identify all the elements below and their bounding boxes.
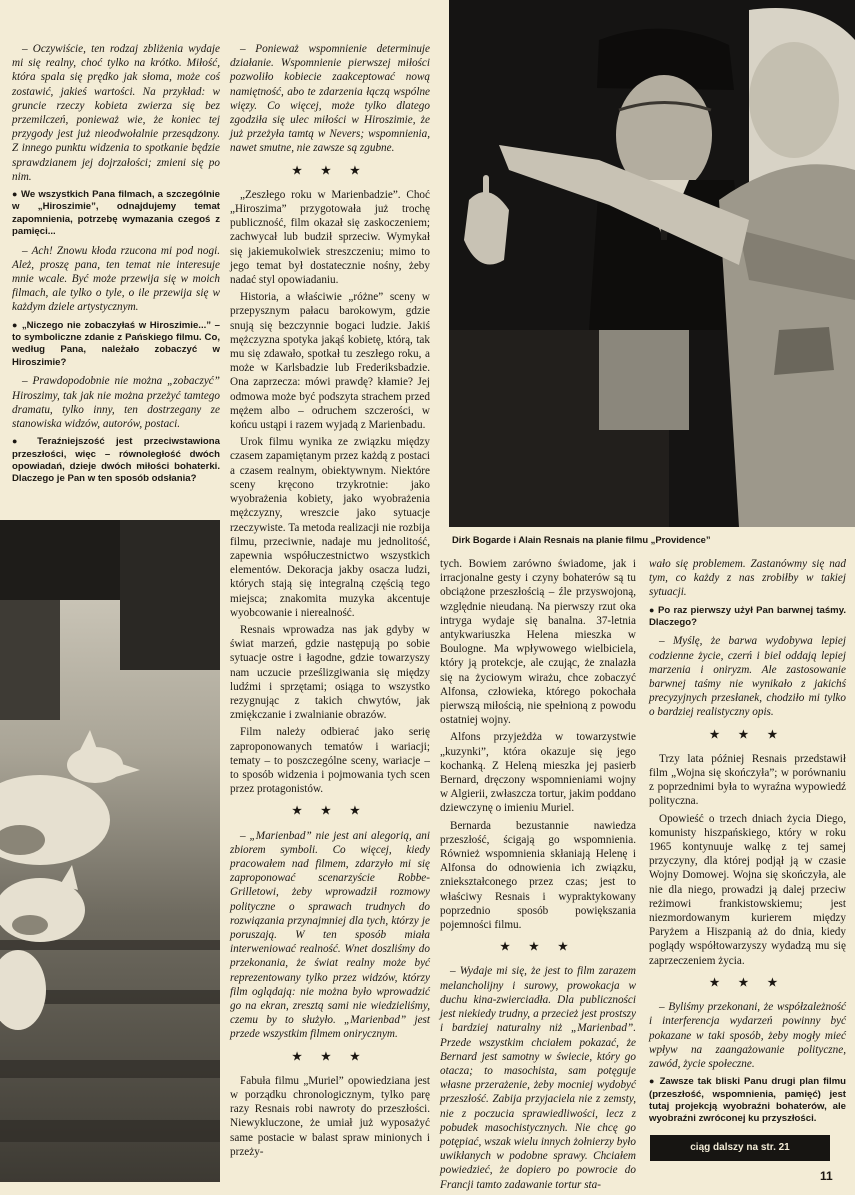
- dogs-photo: [0, 520, 220, 1182]
- body-paragraph: tych. Bowiem zarówno świadome, jak i irracjonalne gesty i czyny bohaterów są tu obciążone przeszłością – źle przyswojoną, względnie nieudaną. Na pierwszy rzut oka intryga wydaje się banalna. 37-letnia antykwariuszka Helena mieszka w Boulogne. Ma wpływowego wielbiciela, który ją protekcje, ale czując, że znalazła się na życiowym wirażu, chce zobaczyć Alfonsa, człowieka, którego pokochała pierwszą miłością, nie spełnioną z powodu ostatniej wojny.: [440, 558, 636, 727]
- column-3: [440, 557, 636, 1195]
- interview-question: ● Zawsze tak bliski Panu drugi plan filmu (przeszłość, wspomnienia, pamięć) jest tutaj projekcją wyobraźni bohaterów, ale wyobraźni zwróconej ku przyszłości.: [649, 1075, 846, 1126]
- body-paragraph: Alfons przyjeżdża w towarzystwie „kuzynki”, która okazuje się jego kochanką. Z Heleną mieszka jej pasierb Bernard, dręczony wspomnieniami wojny w Algierii, zwłaszcza tortur, jakim poddano dziewczynę o imieniu Muriel.: [440, 731, 636, 815]
- body-paragraph: Urok filmu wynika ze związku między czasem zapamiętanym przez każdą z postaci a czasem realnym, obiektywnym. Niektóre sceny kręcono trzykrotnie: jako wyobrażenia kobiety, jako wyobrażenia mężczyzny, wreszcie jako sytuacje rzeczywiste. Ta metoda realizacji nie rozbija filmu, przeciwnie, nadaje mu jednolitość, zapewnia współuczestnictwo wszystkich elementów. Dekoracja jakby osacza ludzi, których stają się integralną częścią tego miejsca; znakomita muzyka akcentuje wyobcowanie i nierealność.: [230, 436, 430, 619]
- film-set-photo: [449, 0, 855, 527]
- continued-banner: ciąg dalszy na str. 21: [650, 1135, 830, 1161]
- dogs-photo-image: [0, 520, 220, 1182]
- answer-paragraph: – Wydaje mi się, że jest to film zarazem melancholijny i surowy, prowokacja w duchu kina-zwierciadła. Dla publiczności jest niekiedy trudny, a przecież jest prostszy i bardziej naturalny niż „Marienbad”. Przede wszystkim chciałem pokazać, że Bernard jest samotny w świecie, który go otacza; to masochista, sam potęguje własne przerażenie, żeby mocniej wydobyć przeszłość. Zabija przyjaciela nie z zemsty, nie z poczucia sprawiedliwości, lecz z pobudek masochistycznych. Nie chcę go potępiać, wszak wielu innych żołnierzy było uwikłanych w podobne sprawy. Chciałem powiedzieć, że dopiero po powrocie do Francji tamto zadawanie tortur sta-: [440, 965, 636, 1191]
- answer-paragraph: – Ach! Znowu kłoda rzucona mi pod nogi. Ależ, proszę pana, ten temat nie interesuje mnie wcale. Być może przewija się w moich filmach, ale tylko o tyle, o ile przewija się w każdym dziele artystycznym.: [12, 244, 220, 314]
- film-set-photo-image: [449, 0, 855, 527]
- answer-paragraph: – Oczywiście, ten rodzaj zbliżenia wydaje mi się realny, choć tylko na krótko. Miłość, która spala się prędko jak słoma, może coś zostawić, jakieś wartości. Na przykład: w gruncie rzeczy kobieta zwierza się bez przemilczeń, ponieważ wie, że koniec tej przygody jest już nieodwołalnie przesądzony. Z innego punktu widzenia to spotkanie będzie sprawdzianem jej dojrzałości; zmieni się po nim.: [12, 43, 220, 183]
- page-number: 11: [820, 1169, 833, 1183]
- answer-paragraph: – Byliśmy przekonani, że współzależność i interferencja wydarzeń powinny być pokazane w taki sposób, żeby mogły mieć wpływ na zaangażowanie polityczne, zawód, życie społeczne.: [649, 1001, 846, 1070]
- answer-paragraph: – Ponieważ wspomnienie determinuje działanie. Wspomnienie pierwszej miłości pozwoliło kobiecie zaakceptować nową namiętność, abo te zdarzenia łączą wspólne więzy. Co więcej, może tylko dlatego zgodziła się ulec miłości w Hiroszimie, że już przeżyła tamtą w Nevers; wspomnienia, nawet smutne, nie zawsze są zgubne.: [230, 43, 430, 155]
- section-divider: ★ ★ ★: [500, 941, 576, 954]
- answer-paragraph: wało się problemem. Zastanówmy się nad tym, co każdy z nas zrobiłby w takiej sytuacji.: [649, 558, 846, 599]
- answer-paragraph: – „Marienbad” nie jest ani alegorią, ani zbiorem symboli. Co więcej, kiedy pracowałem nad filmem, zdarzyło mi się zaproponować scenarzyście Robbe-Grilletowi, żeby wprowadził rozmowy polityczne o sprawach trudnych do rozwiązania przynajmniej dla tych, którzy je poruszają. W ten sposób miała interweniować realność. Wnet doszliśmy do przekonania, że świat realny może być reprezentowany tylko przez widzów, którzy film oglądają: nie można było wprowadzić go na ekran, zresztą sami nie wiedzieliśmy, czemu by to służyło. „Marienbad” jest przede wszystkim filmem onirycznym.: [230, 829, 430, 1041]
- interview-question: ● We wszystkich Pana filmach, a szczególnie w „Hiroszimie”, odnajdujemy temat zapomnienia, potrzebę wymazania czegoś z pamięci...: [12, 188, 220, 239]
- interview-question: ● „Niczego nie zobaczyłaś w Hiroszimie...” – to symboliczne zdanie z Pańskiego filmu. Co, według Pana, należało zobaczyć w Hiroszimie?: [12, 319, 220, 370]
- body-paragraph: Bernarda bezustannie nawiedza przeszłość, ścigają go wspomnienia. Również wspomnienia skłaniają Helenę i Alfonsa do odnowienia ich związku, zniekształconego przez czas; jest to właściwy Resnais i wypraktykowany poprzednio sposób powiększania pojemności filmu.: [440, 819, 636, 932]
- column-4: [649, 557, 846, 1131]
- body-paragraph: „Zeszłego roku w Marienbadzie”. Choć „Hiroszima” przygotowała już trochę publiczność, film okazał się zaskoczeniem; zachwycał lub budził sprzeciw. Wymykał się jakiemukolwiek streszczeniu; mimo to jego temat był dostatecznie nośny, żeby nadać styl opowiadaniu.: [230, 188, 430, 287]
- body-paragraph: Fabuła filmu „Muriel” opowiedziana jest w porządku chronologicznym, tylko parę razy Resnais robi nawroty do przeszłości. Niewykluczone, że umiał już wyposażyć same postacie w balast spraw minionych i przeży-: [230, 1074, 430, 1158]
- body-paragraph: Resnais wprowadza nas jak gdyby w świat marzeń, gdzie następują po sobie sytuacje ostre i łagodne, gdzie towarzyszy nam uczucie prześlizgiwania się między ludźmi i sprzętami; osiąga to wszystko rezygnując z takich chwytów, jak zmiękczanie i zwalnianie obrazów.: [230, 623, 430, 722]
- answer-paragraph: – Myślę, że barwa wydobywa lepiej codzienne życie, czerń i biel oddają lepiej marzenia i oniryzm. Ale zastosowanie barwnej taśmy nie wynikało z jakichś precyzyjnych przesłanek, chodziło mi tylko o bardziej realistyczny opis.: [649, 635, 846, 719]
- body-paragraph: Historia, a właściwie „różne” sceny w przepysznym pałacu barokowym, gdzie snują się bezczynnie bogaci ludzie. Jakiś mężczyzna spotyka jakąś kobietę, którą, tak mu się zdawało, spotkał tu zeszłego roku, a może w Karlsbadzie lub Frederiksbadzie. Ona zaprzecza: mówi prawdę? kłamie? Jej odmowa może być podszyta strachem przed mężem albo – odruchem szczerości, w końcu ustąpi i razem wyjadą z Marienbadu.: [230, 291, 430, 432]
- section-divider: ★ ★ ★: [292, 805, 368, 818]
- column-2: [230, 42, 430, 1162]
- interview-question: ● Po raz pierwszy użył Pan barwnej taśmy. Dlaczego?: [649, 604, 846, 630]
- section-divider: ★ ★ ★: [709, 976, 786, 989]
- section-divider: ★ ★ ★: [292, 1050, 368, 1063]
- interview-question: ● Teraźniejszość jest przeciwstawiona przeszłości, więc – równoległość dwóch opowiadań, dzieje dwóch miłości bohaterki. Dlaczego je Pan w ten sposób odsłania?: [12, 435, 220, 486]
- body-paragraph: Trzy lata później Resnais przedstawił film „Wojna się skończyła”; w porównaniu z poprzednimi była to wyraźna wypowiedź polityczna.: [649, 752, 846, 808]
- body-paragraph: Film należy odbierać jako serię zaproponowanych tematów i wariacji; tematy – to poszczególne sceny, wariacje – to sposób widzenia i pojmowania tych scen przez protagonistów.: [230, 726, 430, 796]
- body-paragraph: Opowieść o trzech dniach życia Diego, komunisty hiszpańskiego, który w roku 1965 kontynuuje walkę z tej samej przyczyny, dla której podjął ją w czasie Wojny Domowej. Wojna się skończyła, ale nie dla niego, prowadzi ją dalej przeciw reżimowi frankistowskiemu; jest niezmordowanym kurierem między Paryżem a Hiszpanią aż do dnia, kiedy poglądy współtowarzyszy wydadzą mu się zaprzeczeniem życia.: [649, 812, 846, 967]
- photo-caption: Dirk Bogarde i Alain Resnais na planie filmu „Providence”: [452, 534, 711, 545]
- column-1: [12, 42, 220, 491]
- section-divider: ★ ★ ★: [709, 728, 786, 741]
- answer-paragraph: – Prawdopodobnie nie można „zobaczyć” Hiroszimy, tak jak nie można przeżyć tamtego dramatu, tylko inny, ten dostrzegany ze stanowiska widzów, autorów, postaci.: [12, 375, 220, 430]
- section-divider: ★ ★ ★: [292, 164, 368, 177]
